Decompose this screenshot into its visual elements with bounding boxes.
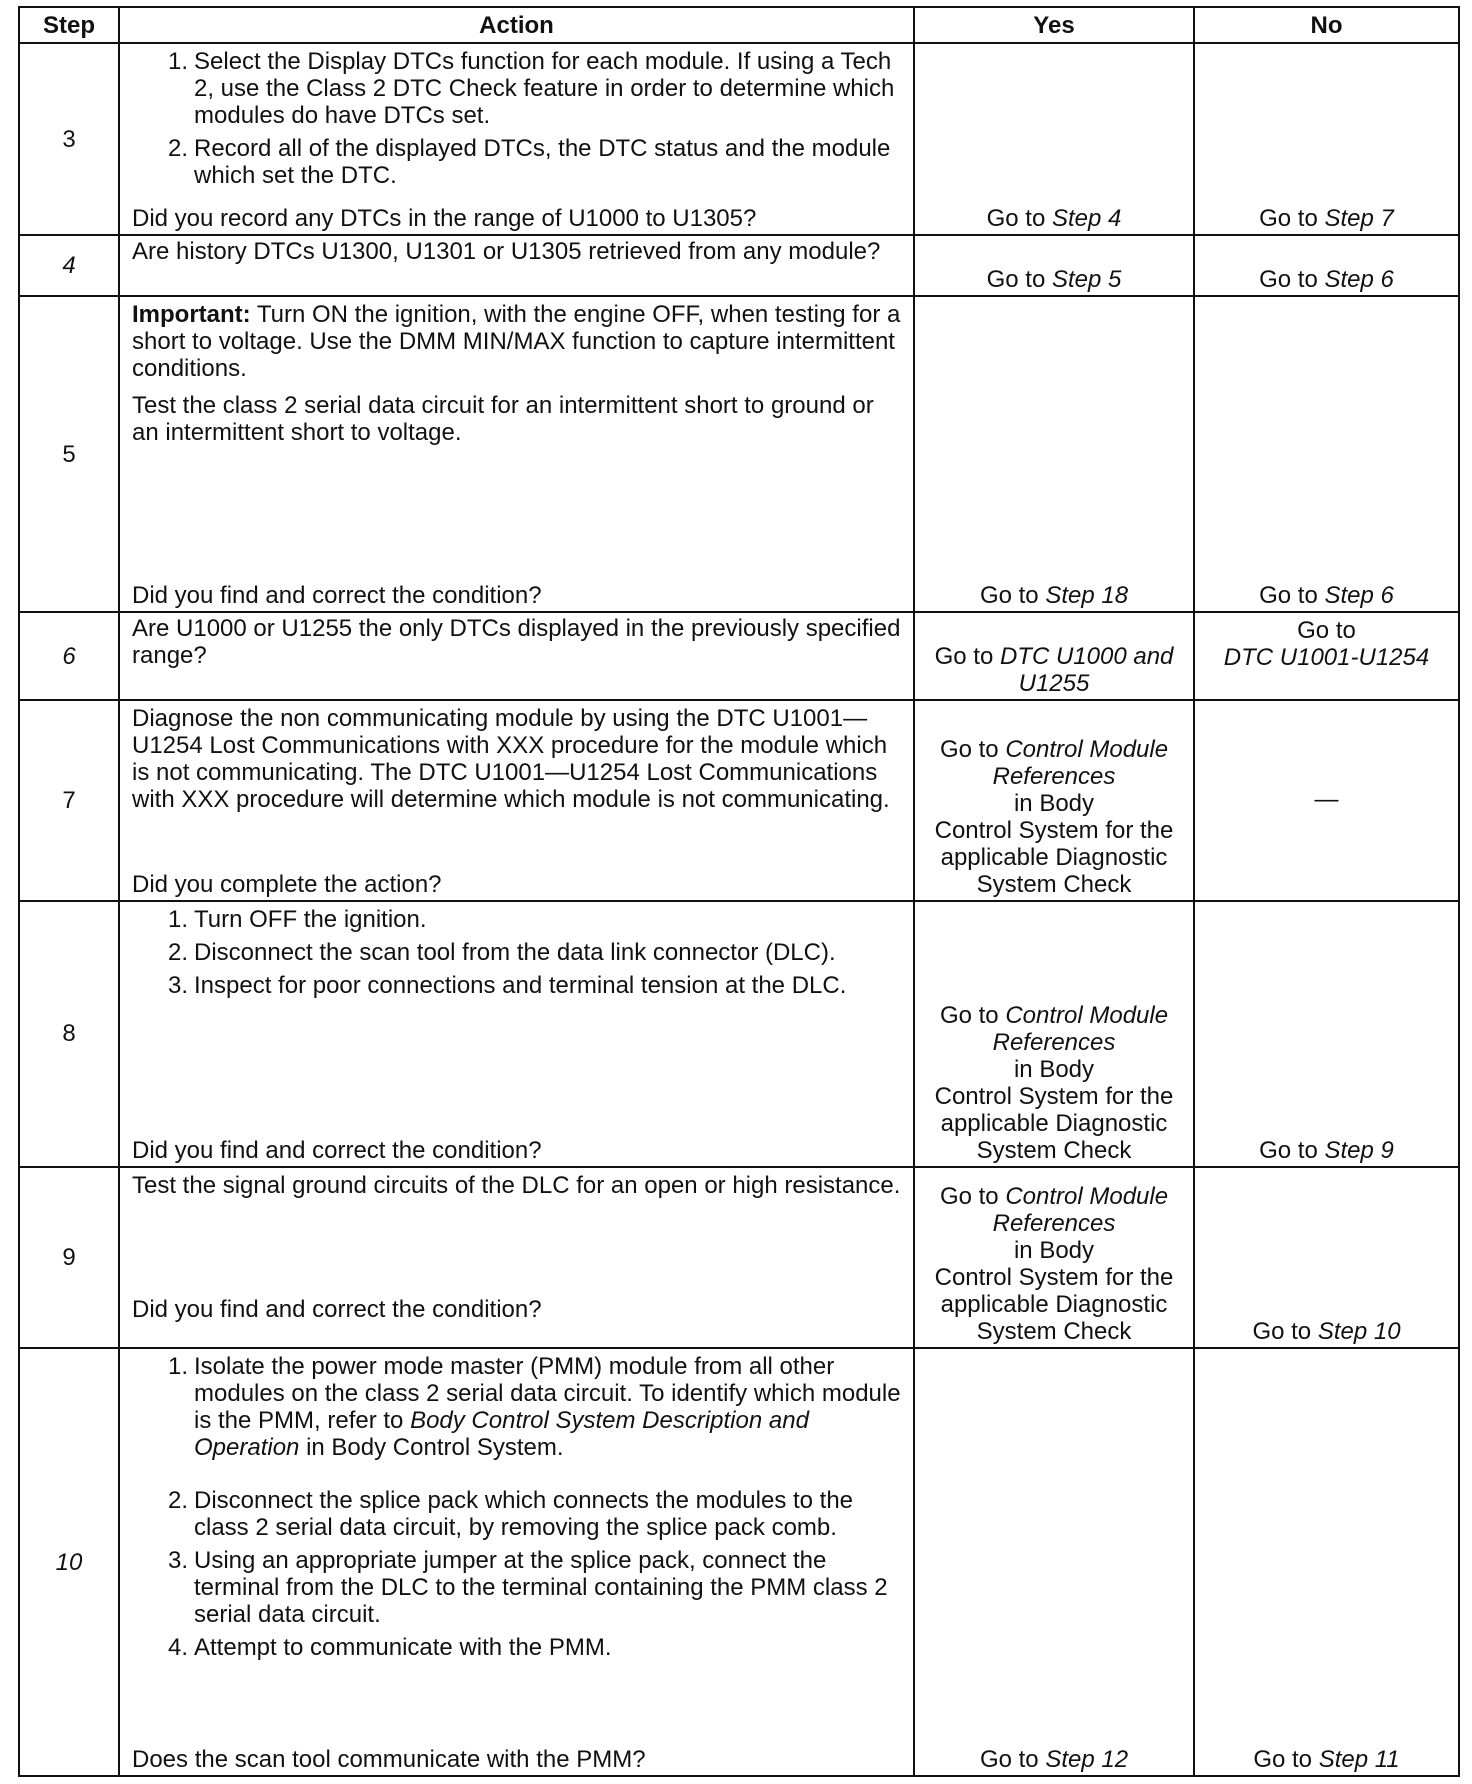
action-cell <box>119 296 914 612</box>
action-step: 2. Record all of the displayed DTCs, the DTC status and the module which set the DTC. <box>167 135 891 189</box>
yes-link[interactable]: Go to Step 18 <box>914 296 1194 612</box>
header-no: No <box>1194 7 1459 43</box>
no-link[interactable]: Go to Step 11 <box>1194 1348 1459 1776</box>
header-row <box>19 7 1459 43</box>
step-number: 6 <box>19 612 119 701</box>
step-number: 5 <box>19 296 119 612</box>
action-question: Does the scan tool communicate with the PMM? <box>132 1746 646 1773</box>
action-step: 1. Isolate the power mode master (PMM) module from all other modules on the class 2 serial data circuit. To identify which module is the PMM, refer to Body Control System Description and Operation in Body Control System. <box>167 1353 901 1462</box>
step-number: 3 <box>19 43 119 235</box>
action-cell <box>119 1167 914 1349</box>
step-number: 8 <box>19 901 119 1167</box>
yes-link[interactable]: Go to DTC U1000 and U1255 <box>914 612 1194 701</box>
header-yes: Yes <box>914 7 1194 43</box>
no-link[interactable]: Go to Step 6 <box>1194 235 1459 296</box>
header-step: Step <box>19 7 119 43</box>
action-steps <box>132 1353 905 1667</box>
no-link[interactable]: Go to DTC U1001-U1254 <box>1194 612 1459 701</box>
action-steps <box>132 48 905 195</box>
no-dash: — <box>1194 700 1459 901</box>
action-question: Did you record any DTCs in the range of U1000 to U1305? <box>132 205 757 233</box>
table-row-step-8 <box>19 901 1459 1167</box>
yes-link[interactable]: Go to Control Module References in Body Control System for the applicable Diagnostic System Check <box>914 1167 1194 1349</box>
table-row-step-9 <box>19 1167 1459 1349</box>
action-step: 4. Attempt to communicate with the PMM. <box>167 1634 612 1662</box>
action-cell <box>119 235 914 296</box>
no-link[interactable]: Go to Step 7 <box>1194 43 1459 235</box>
action-step: 3. Inspect for poor connections and terminal tension at the DLC. <box>167 972 847 999</box>
no-link[interactable]: Go to Step 10 <box>1194 1167 1459 1349</box>
action-question: Did you find and correct the condition? <box>132 581 542 609</box>
action-step: 1. Select the Display DTCs function for each module. If using a Tech 2, use the Class 2 DTC Check feature in order to determine which modules do have DTCs set. <box>167 48 895 129</box>
action-step: 2. Disconnect the splice pack which connects the modules to the class 2 serial data circuit, by removing the splice pack comb. <box>167 1487 854 1542</box>
important-note: Important: Turn ON the ignition, with the engine OFF, when testing for a short to voltage. Use the DMM MIN/MAX function to capture intermittent conditions. <box>132 301 901 383</box>
yes-link[interactable]: Go to Control Module References in Body Control System for the applicable Diagnostic System Check <box>914 700 1194 901</box>
step-number: 9 <box>19 1167 119 1349</box>
table-row-step-7 <box>19 700 1459 901</box>
action-steps <box>132 906 905 1005</box>
step-number: 4 <box>19 235 119 296</box>
action-cell <box>119 1348 914 1776</box>
action-question: Are U1000 or U1255 the only DTCs displayed in the previously specified range? <box>132 614 901 669</box>
no-link[interactable]: Go to Step 6 <box>1194 296 1459 612</box>
yes-link[interactable]: Go to Step 4 <box>914 43 1194 235</box>
action-cell <box>119 612 914 701</box>
step-number: 7 <box>19 700 119 901</box>
table-row-step-6 <box>19 612 1459 701</box>
yes-link[interactable]: Go to Control Module References in Body Control System for the applicable Diagnostic System Check <box>914 901 1194 1167</box>
table-row-step-10 <box>19 1348 1459 1776</box>
action-cell <box>119 700 914 901</box>
action-step: 3. Using an appropriate jumper at the splice pack, connect the terminal from the DLC to the terminal containing the PMM class 2 serial data circuit. <box>167 1547 888 1629</box>
header-action: Action <box>119 7 914 43</box>
action-question: Did you find and correct the condition? <box>132 1296 542 1324</box>
action-step: 1. Turn OFF the ignition. <box>167 906 427 933</box>
action-question: Did you find and correct the condition? <box>132 1136 542 1164</box>
action-cell <box>119 901 914 1167</box>
step-number: 10 <box>19 1348 119 1776</box>
action-text: Diagnose the non communicating module by using the DTC U1001—U1254 Lost Communications with XXX procedure for the module which is not communicating. The DTC U1001—U1254 Lost Communications with XXX procedure will determine which module is not communicating. <box>132 705 890 814</box>
action-step: 2. Disconnect the scan tool from the data link connector (DLC). <box>167 939 836 966</box>
diagnostic-table <box>18 6 1460 1777</box>
table-row-step-5 <box>19 296 1459 612</box>
yes-link[interactable]: Go to Step 5 <box>914 235 1194 296</box>
action-text: Test the signal ground circuits of the DLC for an open or high resistance. <box>132 1171 901 1199</box>
reference-link[interactable]: Body Control System Description and Operation <box>194 1407 809 1462</box>
action-cell <box>119 43 914 235</box>
no-link[interactable]: Go to Step 9 <box>1194 901 1459 1167</box>
table-row-step-4 <box>19 235 1459 296</box>
action-text: Test the class 2 serial data circuit for an intermittent short to ground or an intermittent short to voltage. <box>132 392 874 447</box>
action-question: Did you complete the action? <box>132 871 442 898</box>
action-question: Are history DTCs U1300, U1301 or U1305 retrieved from any module? <box>132 238 881 266</box>
table-row-step-3 <box>19 43 1459 235</box>
yes-link[interactable]: Go to Step 12 <box>914 1348 1194 1776</box>
